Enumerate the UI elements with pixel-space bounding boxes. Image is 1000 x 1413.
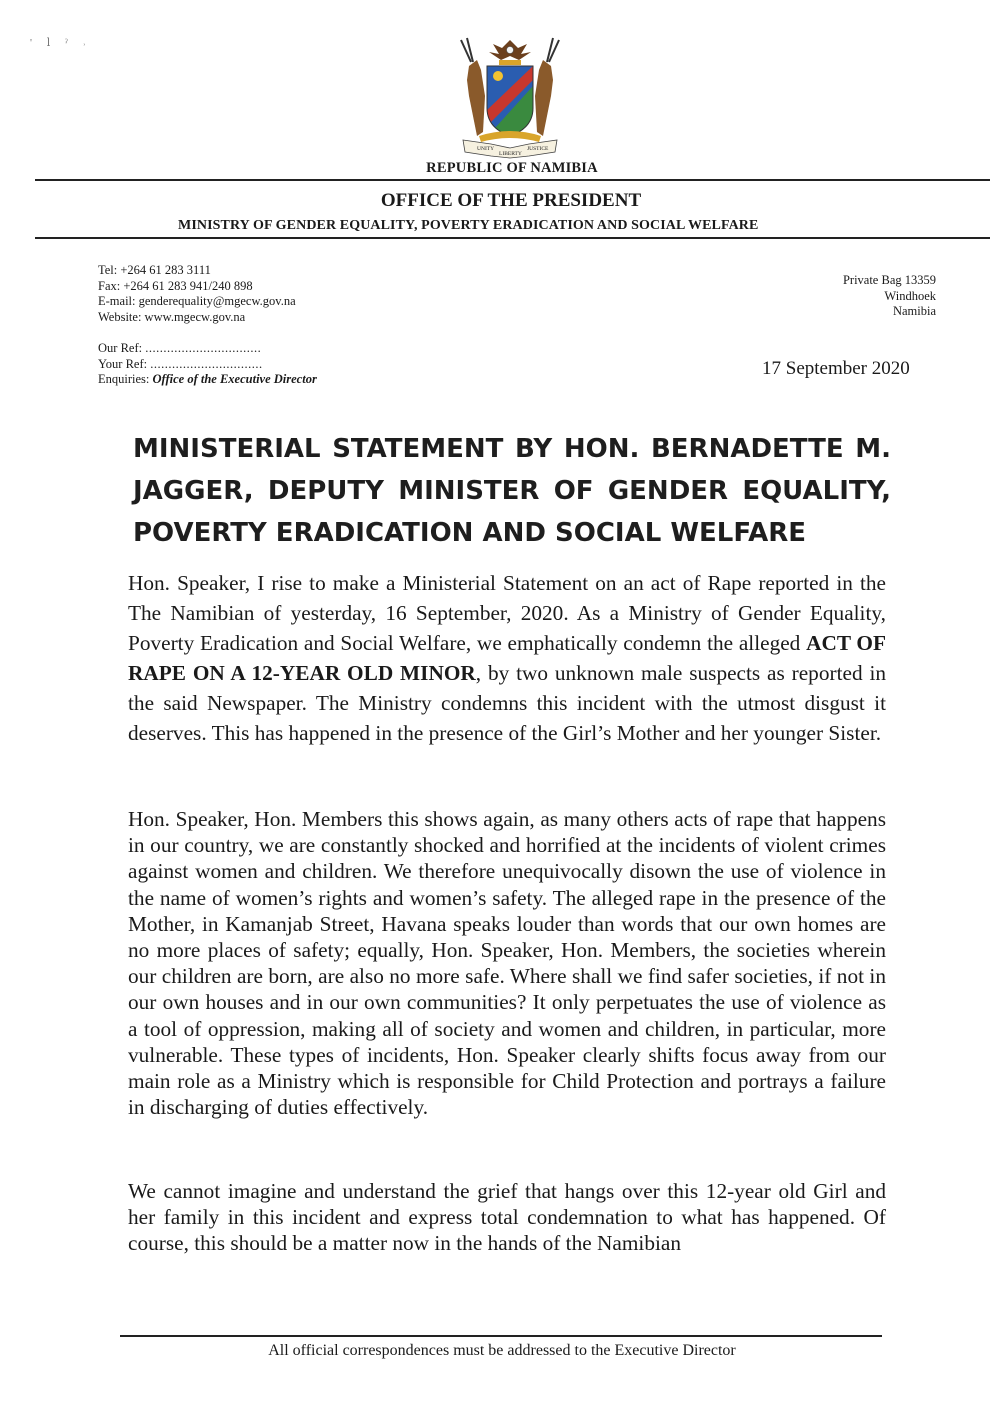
your-ref-value: ............................... [150, 356, 263, 371]
coat-of-arms-icon [455, 36, 565, 160]
title-line: POVERTY ERADICATION AND SOCIAL WELFARE [133, 518, 807, 548]
enquiries-value: Office of the Executive Director [152, 372, 317, 386]
paragraph-1-text-end: , by two unknown male suspects as reported in the said Newspaper. The Ministry condemns this incident with the utmost disgust it deserves. This has happened in the presence of the Girl’s Mother and her younger Sister. [128, 661, 887, 745]
contact-block [98, 263, 296, 325]
contact-fax: Fax: +264 61 283 941/240 898 [98, 278, 253, 293]
contact-tel: Tel: +264 61 283 3111 [98, 263, 211, 277]
paragraph-1-text: Hon. Speaker, I rise to make a Ministerial Statement on an act of Rape reported in the The Namibian of yesterday, 16 September, 2020. As a Ministry of Gender Equality, Poverty Eradication and Social Welfare, we emphatically condemn the alleged [128, 571, 886, 655]
reference-block [98, 341, 317, 388]
contact-email: E-mail: genderequality@mgecw.gov.na [98, 294, 296, 308]
scan-marks: ' ⅼ ˀ ˒ [30, 37, 93, 49]
paragraph-3: We cannot imagine and understand the grief that hangs over this 12-year old Girl and her family in this incident and express total condemnation to what has happened. Of course, this should be a matter now in the hands of the Namibian [128, 1179, 886, 1255]
our-ref-label: Our Ref: [98, 341, 143, 355]
letter-date: 17 September 2020 [762, 358, 910, 379]
republic-heading: REPUBLIC OF NAMIBIA [426, 160, 598, 176]
paragraph-1-emphasis: ACT OF RAPE ON A 12-YEAR OLD MINOR [128, 631, 886, 685]
header-divider-bottom [35, 237, 990, 239]
enquiries [98, 372, 317, 388]
your-ref-label: Your Ref: [98, 356, 148, 371]
address-line: Windhoek [884, 288, 936, 303]
address-block [843, 273, 936, 320]
footer-divider [120, 1335, 882, 1337]
paragraph-2: Hon. Speaker, Hon. Members this shows again, as many others acts of rape that happens in our country, we are constantly shocked and horrified at the incidents of violent crimes against women and children. We therefore unequivocally disown the use of violence in the name of women’s rights and women’s safety. The alleged rape in the presence of the Mother, in Kamanjab Street, Havana speaks louder than words that our own homes are no more places of safety; equally, Hon. Speaker, Hon. Members, the societies wherein our children are born, are also no more safe. Where shall we find safer societies, if not in our own houses and in our own communities? It only perpetuates the use of violence as a tool of oppression, making all of society and women and children, in particular, more vulnerable. These types of incidents, Hon. Speaker clearly shifts focus away from our main role as a Ministry which is responsible for Child Protection and portrays a failure in discharging of duties effectively. [128, 807, 886, 1120]
statement-title [133, 428, 891, 554]
our-ref [98, 341, 317, 357]
header-divider-top [35, 179, 990, 181]
enquiries-label: Enquiries: [98, 372, 150, 386]
your-ref [98, 357, 317, 373]
banner-left: UNITY [477, 146, 495, 152]
office-heading: OFFICE OF THE PRESIDENT [380, 190, 642, 211]
our-ref-value: ................................ [145, 341, 262, 355]
address-line: Namibia [892, 304, 936, 318]
address-line: Private Bag 13359 [842, 273, 936, 287]
contact-website: Website: www.mgecw.gov.na [98, 309, 246, 324]
banner-center: LIBERTY [499, 151, 522, 157]
paragraph-1 [128, 568, 886, 748]
footer-note: All official correspondences must be addressed to the Executive Director [268, 1342, 736, 1359]
title-line: JAGGER, DEPUTY MINISTER OF GENDER EQUALITY, [133, 476, 891, 506]
title-line: MINISTERIAL STATEMENT BY HON. BERNADETTE M. [133, 434, 891, 464]
ministry-heading: MINISTRY OF GENDER EQUALITY, POVERTY ERADICATION AND SOCIAL WELFARE [178, 218, 759, 233]
banner-right: JUSTICE [527, 146, 549, 152]
